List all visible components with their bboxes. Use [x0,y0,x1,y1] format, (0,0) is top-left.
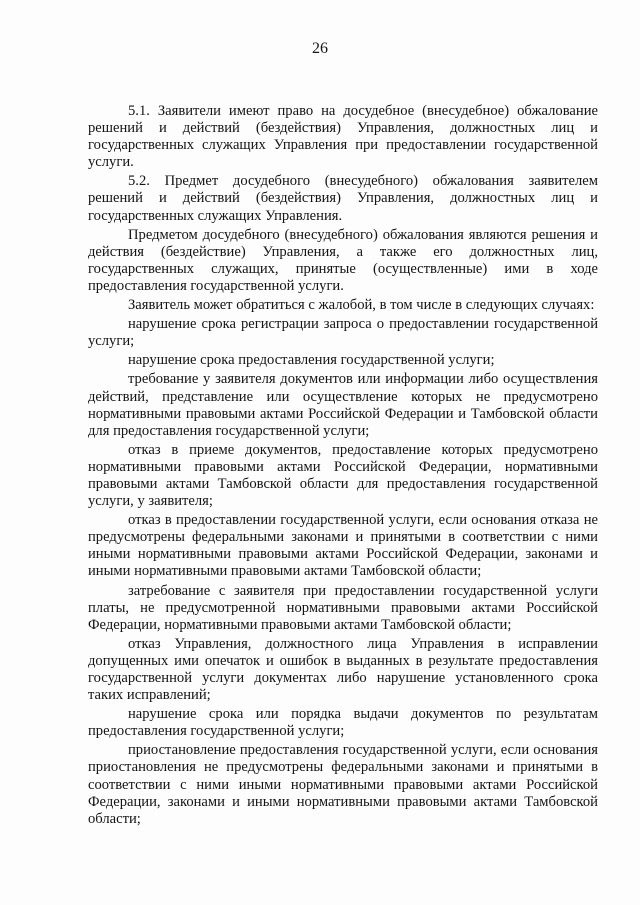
paragraph-5-2: 5.2. Предмет досудебного (внесудебного) обжалования заявителем решений и действий (бездействия) Управления, должностных лиц и государственных служащих Управления. [88,173,598,224]
page-number: 26 [312,40,328,57]
paragraph-appeal-subject: Предметом досудебного (внесудебного) обжалования являются решения и действия (бездействие) Управления, а также его должностных лиц, государственных служащих, принятые (осуществленные) ими в ходе предоставления государственной услуги. [88,226,598,294]
list-item-service-deadline: нарушение срока предоставления государственной услуги; [128,352,495,369]
list-item-document-requirement: требование у заявителя документов или информации либо осуществления действий, представление или осуществление которых не предусмотрено нормативными правовыми актами Российской Федерации и Тамбовской области для предоставления государственной услуги; [88,371,598,439]
list-item-fee-demand: затребование с заявителя при предоставлении государственной услуги платы, не предусмотренной нормативными правовыми актами Российской Федерации, нормативными правовыми актами Тамбовской области; [88,582,598,633]
list-item-issuance-violation: нарушение срока или порядка выдачи документов по результатам предоставления государственной услуги; [88,706,598,740]
list-item-document-refusal: отказ в приеме документов, предоставление которых предусмотрено нормативными правовыми актами Российской Федерации, нормативными правовыми актами Тамбовской области для предоставления государственной услуги, у заявителя; [88,441,598,510]
list-item-service-suspension: приостановление предоставления государственной услуги, если основания приостановления не предусмотрены федеральными законами и принятыми в соответствии с ними иными нормативными правовыми актами Российской Федерации, законами и иными нормативными правовыми актами Тамбовской области; [88,742,598,827]
paragraph-5-1: 5.1. Заявители имеют право на досудебное (внесудебное) обжалование решений и действий (бездействия) Управления, должностных лиц и государственных служащих Управления при предоставлении государственной услуги. [88,103,598,171]
list-item-registration-deadline: нарушение срока регистрации запроса о предоставлении государственной услуги; [88,316,598,350]
list-item-correction-refusal: отказ Управления, должностного лица Управления в исправлении допущенных ими опечаток и ошибок в выданных в результате предоставления государственной услуги документах либо нарушение установленного срока таких исправлений; [88,635,598,704]
paragraph-complaint-cases-intro: Заявитель может обратиться с жалобой, в том числе в следующих случаях: [128,297,595,314]
list-item-service-refusal: отказ в предоставлении государственной услуги, если основания отказа не предусмотрены федеральными законами и принятыми в соответствии с ними иными нормативными правовыми актами Российской Федерации, законами и иными нормативными правовыми актами Тамбовской области; [88,512,598,580]
document-body [88,103,598,828]
